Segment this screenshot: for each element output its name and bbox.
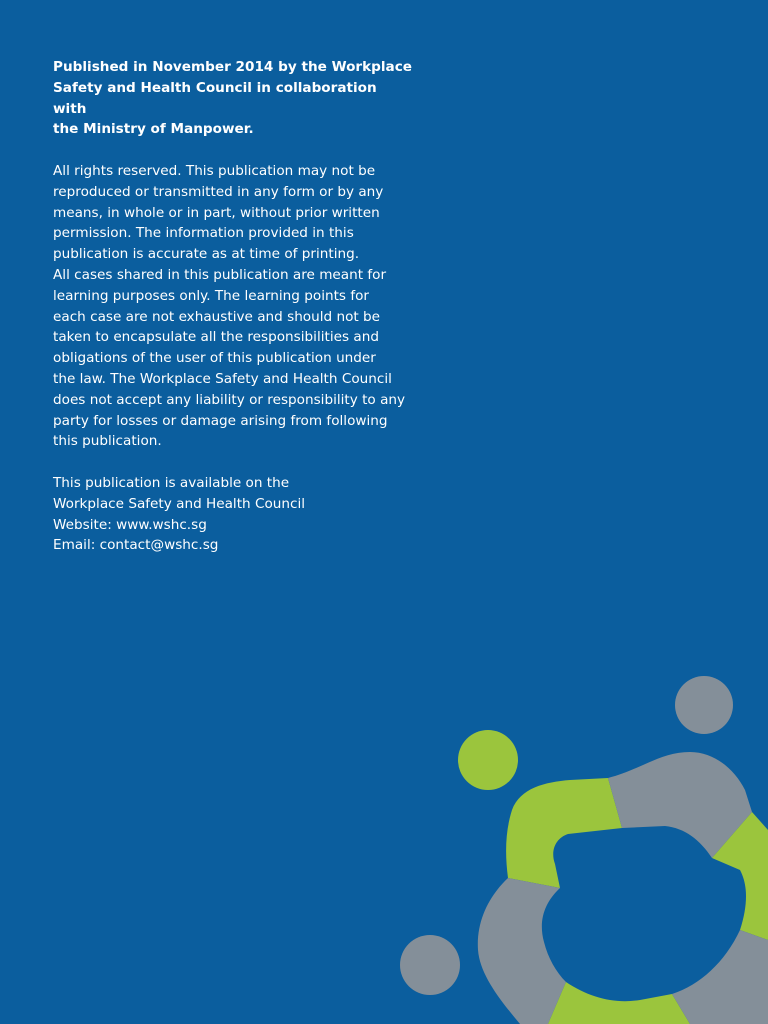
logo-grey-circle-top <box>675 676 733 734</box>
logo-green-circle <box>458 730 518 790</box>
logo-grey-segment-left <box>478 878 566 1024</box>
logo-green-segment-bottom <box>548 982 690 1024</box>
logo-grey-segment-bottom-right <box>672 930 768 1024</box>
website-line: Website: www.wshc.sg <box>53 516 207 533</box>
logo-grey-circle-bottom <box>400 935 460 995</box>
email-line: Email: contact@wshc.sg <box>53 537 219 554</box>
logo-grey-segment-top <box>608 752 752 858</box>
imprint-text-block <box>53 57 413 556</box>
logo-green-segment-left <box>506 778 622 888</box>
logo-green-segment-right <box>712 812 768 940</box>
availability-statement: This publication is available on the Workplace Safety and Health Council <box>53 474 306 512</box>
rights-disclaimer: All rights reserved. This publication may not be reproduced or transmitted in any form or by any means, in whole or in part, without prior written permission. The information provided in this publication is accurate as at time of printing. All cases shared in this publication are meant for learning purposes only. The learning points for each case are not exhaustive and should not be taken to encapsulate all the responsibilities and obligations of the user of this publication under the law. The Workplace Safety and Health Council does not accept any liability or responsibility to any party for losses or damage arising from following this publication. <box>53 162 406 450</box>
publication-statement: Published in November 2014 by the Workplace Safety and Health Council in collaboration with the Ministry of Manpower. <box>53 59 413 138</box>
